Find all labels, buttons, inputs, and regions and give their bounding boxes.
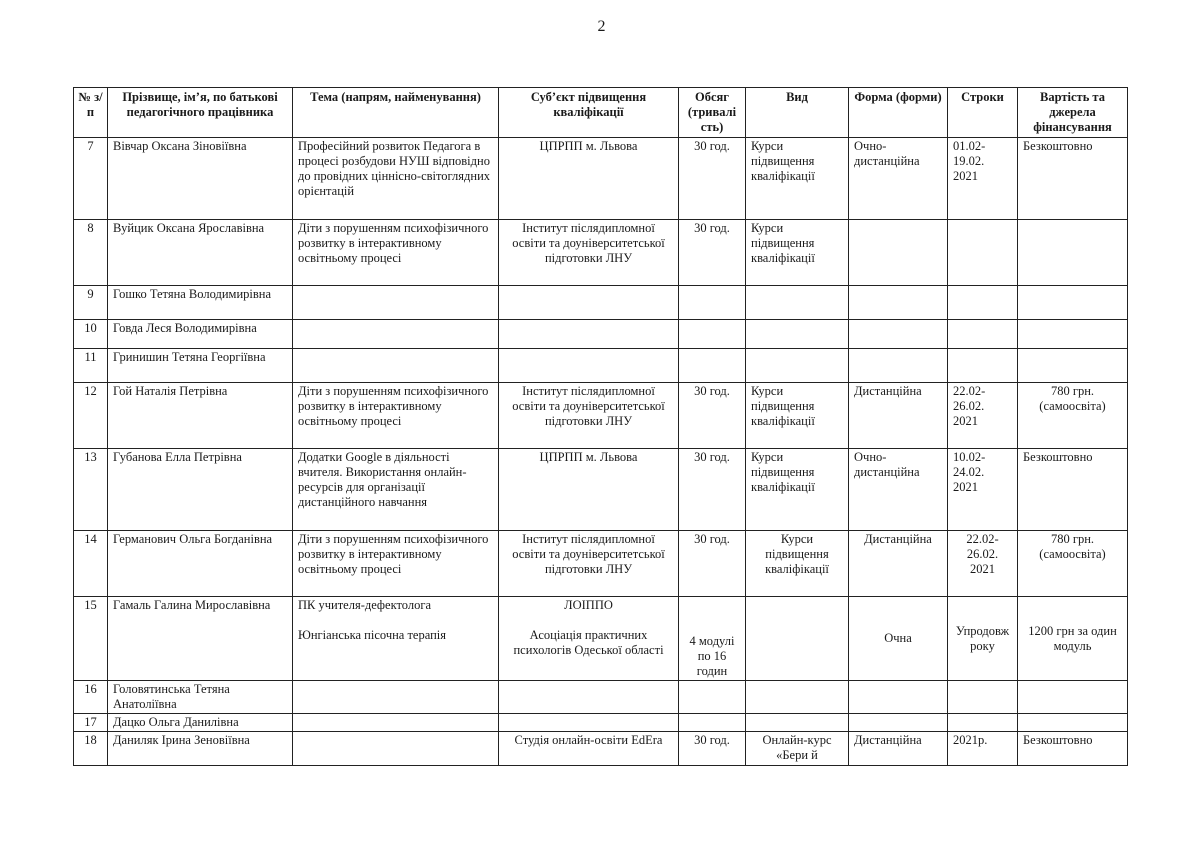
row-dates: 01.02-19.02. 2021	[948, 138, 1018, 220]
row-cost	[1018, 349, 1128, 383]
column-header-form: Форма (форми)	[849, 88, 948, 138]
row-type: Курси підвищення кваліфікації	[746, 220, 849, 286]
row-form	[849, 714, 948, 732]
row-form	[849, 220, 948, 286]
row-form: Очна	[849, 597, 948, 681]
column-header-subject: Суб’єкт підвищення кваліфікації	[499, 88, 679, 138]
row-cost: Безкоштовно	[1018, 449, 1128, 531]
row-subject: Інститут післядипломної освіти та доуніверситетської підготовки ЛНУ	[499, 220, 679, 286]
column-header-name: Прізвище, ім’я, по батькові педагогічного працівника	[108, 88, 293, 138]
row-name: Гой Наталія Петрівна	[108, 383, 293, 449]
row-volume	[679, 349, 746, 383]
row-cost	[1018, 320, 1128, 349]
row-cost: Безкоштовно	[1018, 732, 1128, 766]
row-subject-secondary: Асоціація практичних психологів Одеської області	[513, 628, 664, 657]
row-cost	[1018, 681, 1128, 714]
table-row	[74, 138, 1128, 220]
row-cost: Безкоштовно	[1018, 138, 1128, 220]
row-number: 15	[74, 597, 108, 681]
column-header-volume: Обсяг (тривалі сть)	[679, 88, 746, 138]
row-number: 16	[74, 681, 108, 714]
table-row	[74, 531, 1128, 597]
row-topic-secondary: Юнгіанська пісочна терапія	[298, 628, 447, 642]
row-subject	[499, 349, 679, 383]
table-row	[74, 220, 1128, 286]
training-table	[73, 87, 1128, 766]
table-row	[74, 320, 1128, 349]
table-row	[74, 349, 1128, 383]
column-header-type: Вид	[746, 88, 849, 138]
row-volume	[679, 320, 746, 349]
row-name: Говда Леся Володимирівна	[108, 320, 293, 349]
row-form	[849, 349, 948, 383]
row-number: 7	[74, 138, 108, 220]
row-topic	[293, 681, 499, 714]
table-row	[74, 597, 1128, 681]
row-name: Губанова Елла Петрівна	[108, 449, 293, 531]
row-type	[746, 597, 849, 681]
row-type	[746, 681, 849, 714]
row-dates	[948, 286, 1018, 320]
row-type: Онлайн-курс «Бери й	[746, 732, 849, 766]
row-subject	[499, 597, 679, 681]
row-topic	[293, 732, 499, 766]
table-row	[74, 383, 1128, 449]
row-dates: 22.02-26.02. 2021	[948, 531, 1018, 597]
row-cost	[1018, 220, 1128, 286]
row-volume	[679, 714, 746, 732]
row-type	[746, 286, 849, 320]
column-header-cost: Вартість та джерела фінансування	[1018, 88, 1128, 138]
row-type	[746, 349, 849, 383]
row-name: Головятинська Тетяна Анатоліївна	[108, 681, 293, 714]
row-topic	[293, 320, 499, 349]
row-name: Гошко Тетяна Володимирівна	[108, 286, 293, 320]
row-cost: 780 грн. (самоосвіта)	[1018, 531, 1128, 597]
row-type	[746, 714, 849, 732]
row-dates	[948, 714, 1018, 732]
row-cost: 1200 грн за один модуль	[1018, 597, 1128, 681]
row-number: 12	[74, 383, 108, 449]
row-topic	[293, 597, 499, 681]
row-number: 9	[74, 286, 108, 320]
column-header-number: № з/п	[74, 88, 108, 138]
row-topic: Професійний розвиток Педагога в процесі розбудови НУШ відповідно до провідних ціннісно-світоглядних орієнтацій	[293, 138, 499, 220]
row-subject	[499, 681, 679, 714]
page-number: 2	[597, 18, 606, 35]
row-number: 10	[74, 320, 108, 349]
row-dates: Упродовж року	[948, 597, 1018, 681]
row-volume	[679, 681, 746, 714]
row-name: Германович Ольга Богданівна	[108, 531, 293, 597]
row-dates	[948, 349, 1018, 383]
row-volume: 30 год.	[679, 220, 746, 286]
row-type: Курси підвищення кваліфікації	[746, 531, 849, 597]
row-cost	[1018, 714, 1128, 732]
row-number: 17	[74, 714, 108, 732]
row-subject: Інститут післядипломної освіти та доуніверситетської підготовки ЛНУ	[499, 383, 679, 449]
row-volume	[679, 597, 746, 681]
row-topic-primary: ПК учителя-дефектолога	[298, 598, 432, 612]
row-name: Вуйцик Оксана Ярославівна	[108, 220, 293, 286]
table-row	[74, 732, 1128, 766]
row-form: Дистанційна	[849, 732, 948, 766]
column-header-dates: Строки	[948, 88, 1018, 138]
row-volume: 30 год.	[679, 531, 746, 597]
row-dates: 2021р.	[948, 732, 1018, 766]
row-name: Гринишин Тетяна Георгіївна	[108, 349, 293, 383]
row-subject: Інститут післядипломної освіти та доуніверситетської підготовки ЛНУ	[499, 531, 679, 597]
table-row	[74, 714, 1128, 732]
row-number: 8	[74, 220, 108, 286]
row-topic: Діти з порушенням психофізичного розвитку в інтерактивному освітньому процесі	[293, 531, 499, 597]
table-header-row	[74, 88, 1128, 138]
table-row	[74, 681, 1128, 714]
row-topic: Додатки Google в діяльності вчителя. Використання онлайн-ресурсів для організації дистанційного навчання	[293, 449, 499, 531]
row-volume: 30 год.	[679, 383, 746, 449]
row-subject	[499, 714, 679, 732]
row-subject	[499, 286, 679, 320]
row-dates	[948, 220, 1018, 286]
column-header-topic: Тема (напрям, найменування)	[293, 88, 499, 138]
row-number: 14	[74, 531, 108, 597]
row-number: 13	[74, 449, 108, 531]
row-form	[849, 681, 948, 714]
row-name: Даниляк Ірина Зеновіївна	[108, 732, 293, 766]
row-subject: ЦПРПП м. Львова	[499, 138, 679, 220]
row-dates: 22.02-26.02. 2021	[948, 383, 1018, 449]
training-table-container	[73, 87, 1127, 766]
row-subject-primary: ЛОІППО	[564, 598, 613, 612]
row-topic	[293, 286, 499, 320]
row-form	[849, 286, 948, 320]
row-dates	[948, 320, 1018, 349]
row-form: Очно-дистанційна	[849, 449, 948, 531]
row-name: Вівчар Оксана Зіновіївна	[108, 138, 293, 220]
row-form	[849, 320, 948, 349]
row-topic	[293, 349, 499, 383]
row-form: Очно-дистанційна	[849, 138, 948, 220]
row-topic: Діти з порушенням психофізичного розвитку в інтерактивному освітньому процесі	[293, 220, 499, 286]
row-type: Курси підвищення кваліфікації	[746, 449, 849, 531]
row-topic	[293, 714, 499, 732]
row-name: Дацко Ольга Данилівна	[108, 714, 293, 732]
row-number: 18	[74, 732, 108, 766]
row-volume: 30 год.	[679, 138, 746, 220]
row-type: Курси підвищення кваліфікації	[746, 383, 849, 449]
row-subject	[499, 320, 679, 349]
row-volume: 30 год.	[679, 449, 746, 531]
row-dates	[948, 681, 1018, 714]
row-name: Гамаль Галина Мирославівна	[108, 597, 293, 681]
row-volume-text: 4 модулі по 16 годин	[689, 634, 735, 678]
row-topic: Діти з порушенням психофізичного розвитку в інтерактивному освітньому процесі	[293, 383, 499, 449]
row-volume	[679, 286, 746, 320]
row-dates: 10.02-24.02. 2021	[948, 449, 1018, 531]
row-subject: Студія онлайн-освіти EdEra	[499, 732, 679, 766]
row-cost	[1018, 286, 1128, 320]
row-cost: 780 грн. (самоосвіта)	[1018, 383, 1128, 449]
row-form: Дистанційна	[849, 531, 948, 597]
row-volume: 30 год.	[679, 732, 746, 766]
row-number: 11	[74, 349, 108, 383]
table-row	[74, 286, 1128, 320]
table-row	[74, 449, 1128, 531]
row-form: Дистанційна	[849, 383, 948, 449]
row-subject: ЦПРПП м. Львова	[499, 449, 679, 531]
row-type	[746, 320, 849, 349]
row-type: Курси підвищення кваліфікації	[746, 138, 849, 220]
